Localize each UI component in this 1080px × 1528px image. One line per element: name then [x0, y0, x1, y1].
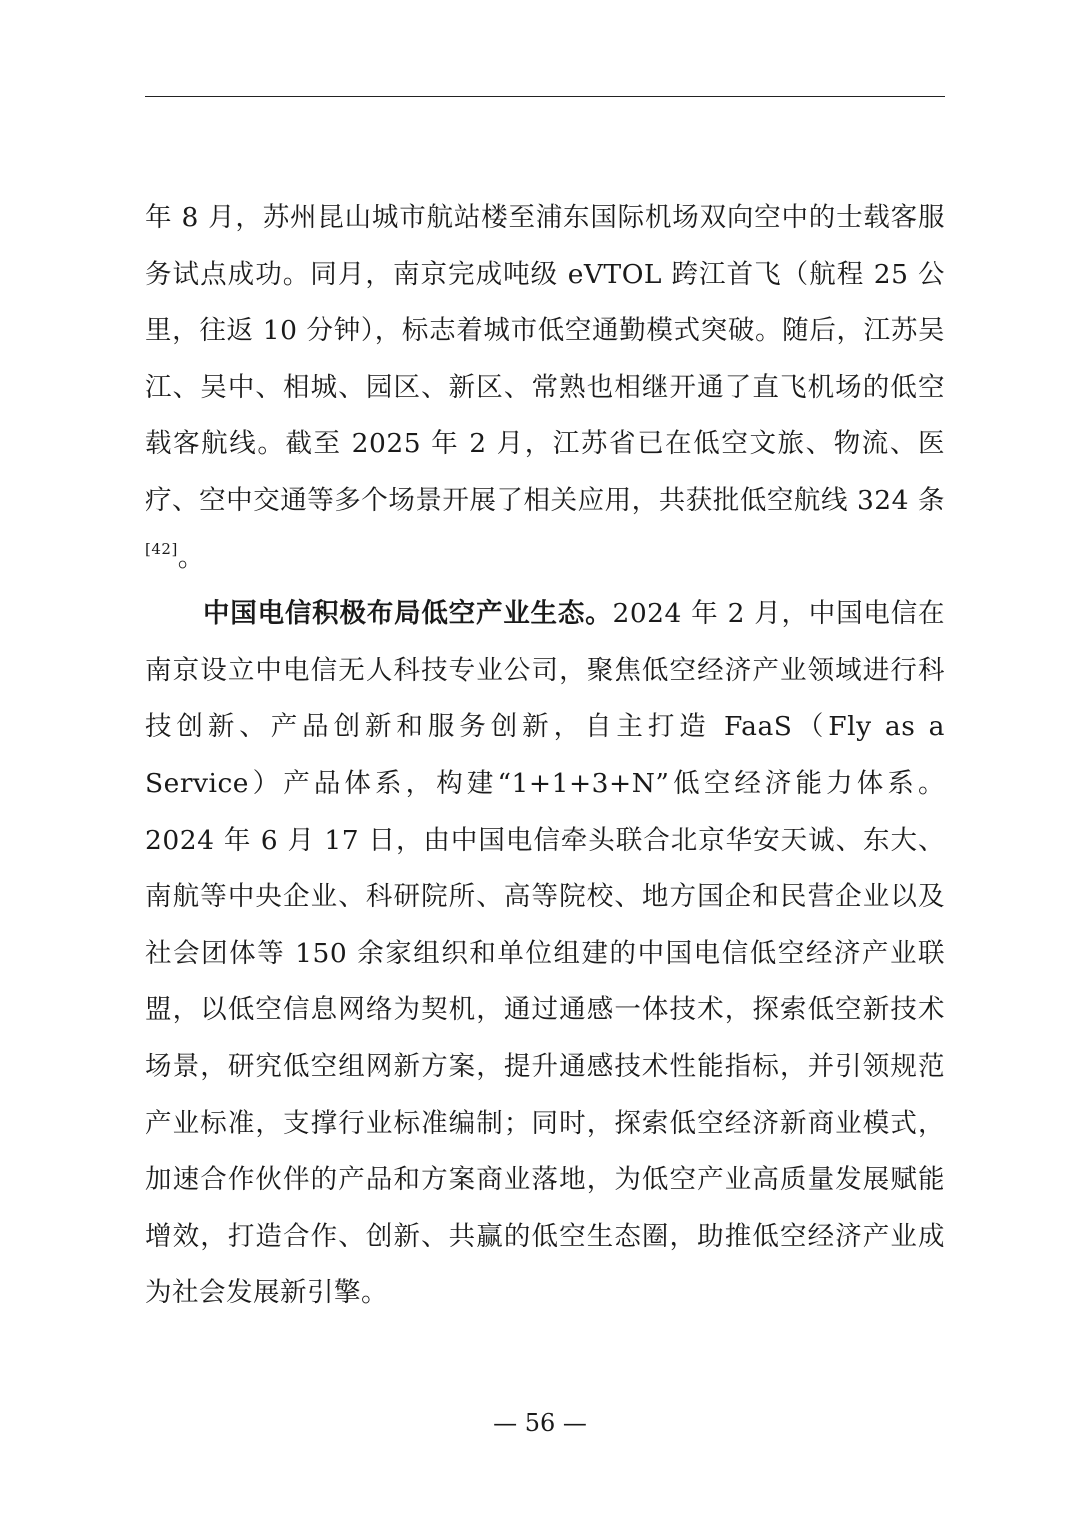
- paragraph-text: 2024 年 2 月，中国电信在南京设立中电信无人科技专业公司，聚焦低空经济产业领域进行科技创新、产品创新和服务创新，自主打造 FaaS（Fly as a Service）产品体系，构建“1+1+3+N”低空经济能力体系。2024 年 6 月 17 日，由中国电信牵头联合北京华安天诚、东大、南航等中央企业、科研院所、高等院校、地方国企和民营企业以及社会团体等 150 余家组织和单位组建的中国电信低空经济产业联盟，以低空信息网络为契机，通过通感一体技术，探索低空新技术场景，研究低空组网新方案，提升通感技术性能指标，并引领规范产业标准，支撑行业标准编制；同时，探索低空经济新商业模式，加速合作伙伴的产品和方案商业落地，为低空产业高质量发展赋能增效，打造合作、创新、共赢的低空生态圈，助推低空经济产业成为社会发展新引擎。: [145, 598, 945, 1309]
- citation-ref: [42]: [145, 539, 178, 558]
- paragraph-lead: 中国电信积极布局低空产业生态。: [203, 598, 613, 630]
- page-number: — 56 —: [493, 1409, 587, 1437]
- paragraph-continuation: [145, 190, 945, 586]
- body-text: [145, 190, 945, 1322]
- header-rule: [145, 96, 945, 97]
- paragraph-china-telecom: [145, 586, 945, 1322]
- paragraph-tail: 。: [177, 541, 205, 573]
- paragraph-text: 年 8 月，苏州昆山城市航站楼至浦东国际机场双向空中的士载客服务试点成功。同月，南京完成吨级 eVTOL 跨江首飞（航程 25 公里，往返 10 分钟），标志着城市低空通勤模式突破。随后，江苏吴江、吴中、相城、园区、新区、常熟也相继开通了直飞机场的低空载客航线。截至 2025 年 2 月，江苏省已在低空文旅、物流、医疗、空中交通等多个场景开展了相关应用，共获批低空航线 324 条: [145, 202, 945, 516]
